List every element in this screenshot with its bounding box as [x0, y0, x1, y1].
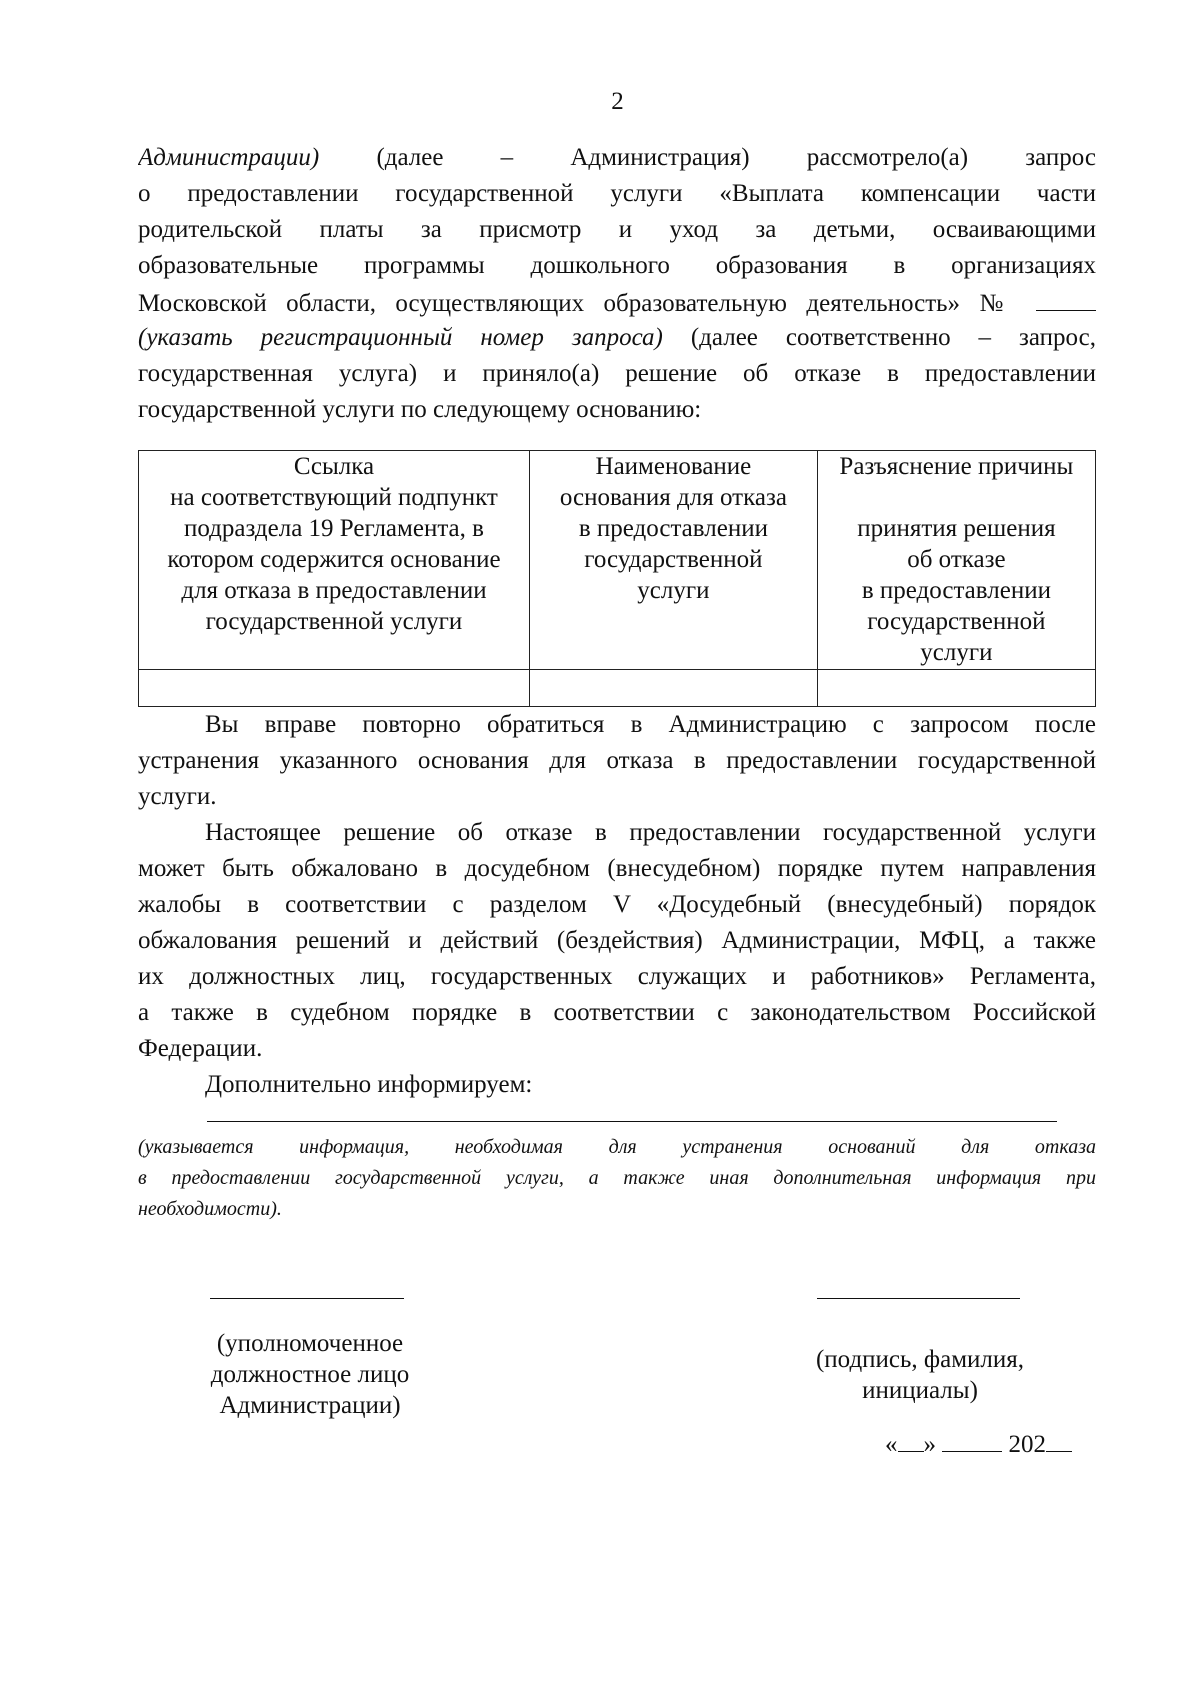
para2-line-6: а также в судебном порядке в соответствии с законодательством Российской — [138, 999, 1096, 1026]
official-signature-line — [210, 1298, 404, 1299]
intro-line-1: Администрации) (далее – Администрация) рассмотрело(а) запрос — [138, 144, 1096, 171]
table-cell — [530, 670, 818, 707]
additional-info-note — [138, 1132, 1096, 1230]
intro-line-2: о предоставлении государственной услуги «Выплата компенсации части — [138, 180, 1096, 207]
table-row — [139, 670, 1096, 707]
table-cell — [139, 670, 530, 707]
para2-line-4: обжалования решений и действий (бездействия) Администрации, МФЦ, а также — [138, 927, 1096, 954]
header-cell-name: Наименование основания для отказа в предоставлении государственной услуги — [530, 451, 818, 670]
intro-line-6: (указать регистрационный номер запроса) (далее соответственно – запрос, — [138, 324, 1096, 351]
additional-info-label: Дополнительно информируем: — [205, 1071, 533, 1098]
month-blank — [942, 1427, 1002, 1452]
header-cell-explanation: Разъяснение причины принятия решения об отказе в предоставлении государственной услуги — [817, 451, 1095, 670]
note-line-2: в предоставлении государственной услуги, а также иная дополнительная информация при — [138, 1167, 1096, 1189]
page-number: 2 — [611, 88, 624, 115]
signature-block — [0, 1298, 1200, 1538]
intro-line-5: Московской области, осуществляющих образовательную деятельность» № — [138, 284, 1096, 320]
para2-line-2: может быть обжаловано в досудебном (внесудебном) порядке путем направления — [138, 855, 1096, 882]
document-body — [138, 140, 1096, 1230]
refusal-reasons-table — [138, 450, 1096, 707]
para1-line-1: Вы вправе повторно обратиться в Администрацию с запросом после — [205, 711, 1096, 738]
request-number-blank — [1036, 284, 1096, 311]
para2-line-3: жалобы в соответствии с разделом V «Досудебный (внесудебный) порядок — [138, 891, 1096, 918]
note-line-1: (указывается информация, необходимая для устранения оснований для отказа — [138, 1136, 1096, 1158]
signature-caption: (подпись, фамилия, инициалы) — [815, 1346, 1025, 1404]
date-field: « » 202 — [885, 1427, 1072, 1459]
header-cell-reference: Ссылка на соответствующий подпункт подраздела 19 Регламента, в котором содержится основание для отказа в предоставлении государственной услуги — [139, 451, 530, 670]
registration-number-hint: (указать регистрационный номер запроса) — [138, 324, 663, 351]
day-blank — [898, 1427, 924, 1452]
intro-line-3: родительской платы за присмотр и уход за детьми, осваивающими — [138, 216, 1096, 243]
year-blank — [1046, 1427, 1072, 1452]
para1-line-2: устранения указанного основания для отказа в предоставлении государственной — [138, 747, 1096, 774]
admin-italic-text: Администрации) — [138, 144, 320, 171]
para2-line-7: Федерации. — [138, 1035, 263, 1062]
intro-line-4: образовательные программы дошкольного образования в организациях — [138, 252, 1096, 279]
official-caption: (уполномоченное должностное лицо Администрации) — [210, 1330, 410, 1419]
para2-line-1: Настоящее решение об отказе в предоставлении государственной услуги — [205, 819, 1096, 846]
additional-info-blank-line — [207, 1103, 1057, 1122]
intro-line-8: государственной услуги по следующему основанию: — [138, 396, 702, 423]
para2-line-5: их должностных лиц, государственных служащих и работников» Регламента, — [138, 963, 1096, 990]
intro-line-7: государственная услуга) и приняло(а) решение об отказе в предоставлении — [138, 360, 1096, 387]
para1-line-3: услуги. — [138, 783, 217, 810]
note-line-3: необходимости). — [138, 1198, 282, 1220]
table-header-row — [139, 451, 1096, 670]
signature-line — [817, 1298, 1020, 1299]
table-cell — [817, 670, 1095, 707]
